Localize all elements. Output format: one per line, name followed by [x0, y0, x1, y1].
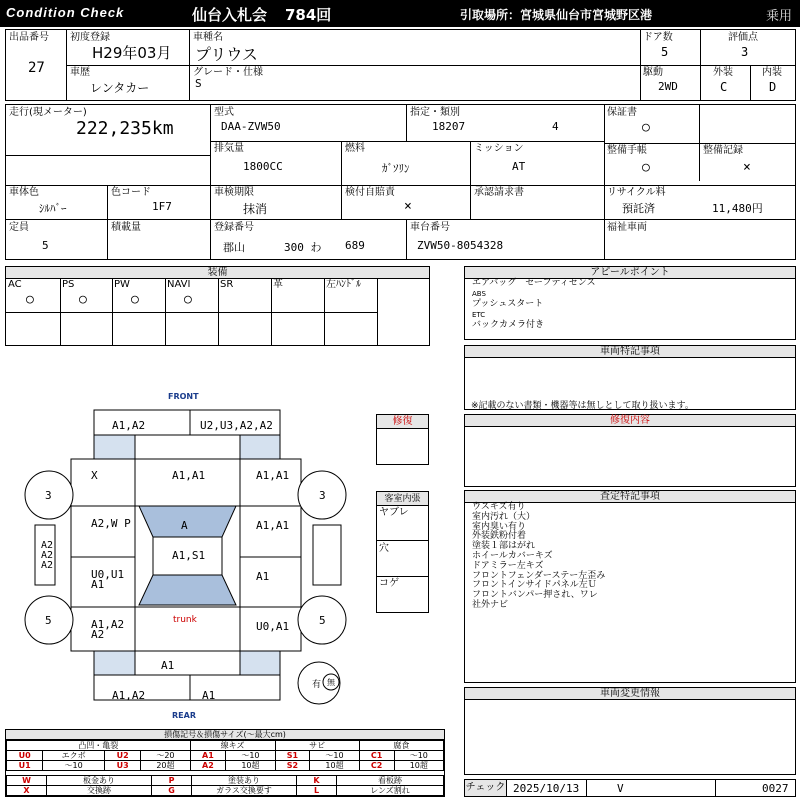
warranty: ○ [642, 120, 650, 135]
assessment-line: ウスキズ有り [472, 502, 526, 512]
legend-desc: エクボ [43, 751, 105, 761]
dmg-left-front-door: A2,W P [91, 517, 131, 530]
capacity: 5 [42, 239, 49, 252]
front-label: FRONT [168, 392, 199, 401]
legend-code: A1 [190, 751, 226, 761]
tire-fl-value: 3 [45, 489, 52, 502]
dmg-left-fender: X [91, 469, 98, 482]
dmg-right-front-door: A1,A1 [256, 519, 290, 532]
equip-ps-label: PS [62, 279, 75, 290]
dmg-roof: A1,S1 [172, 549, 206, 562]
dmg-rear-right-bumper: A1 [202, 689, 216, 702]
assessment-box [464, 490, 796, 683]
appeal-line: プッシュスタート [472, 299, 544, 309]
legend-desc: 〜10 [226, 751, 275, 761]
model-type: DAA-ZVW50 [221, 120, 281, 133]
auction-lot: 784回 [285, 6, 332, 24]
warranty-label: 保証書 [607, 107, 637, 118]
equip-lhd-label: 左ﾊﾝﾄﾞﾙ [326, 279, 361, 290]
designation: 18207 [432, 120, 466, 133]
dmg-windshield: A [181, 519, 188, 532]
capacity-label: 定員 [9, 222, 29, 233]
spare-none-label: 無 [327, 678, 335, 687]
assessment-line: フロントインサイドパネル左Ｕ [472, 580, 597, 591]
equip-pw-label: PW [114, 279, 130, 290]
maint-book-label: 整備手帳 [607, 145, 647, 156]
basic-info-box [5, 29, 796, 101]
recycle-label: リサイクル料 [607, 187, 666, 198]
legend-code: W [7, 776, 47, 786]
damage-legend [5, 729, 445, 797]
legend-desc: 〜10 [43, 761, 105, 771]
legend-desc: 10超 [394, 761, 443, 771]
type-label: 型式 [214, 107, 234, 118]
history-label: 車歴 [70, 67, 90, 78]
inspection-label: 車検期限 [214, 187, 254, 198]
approval-label: 承認請求書 [474, 187, 524, 198]
assessment-line: フロントフェンダーステー左歪み [472, 570, 606, 581]
dmg-rear-panel: A1 [161, 659, 175, 672]
dmg-right-quarter: U0,A1 [256, 620, 290, 633]
plate-number: 689 [345, 239, 365, 252]
change-info-title: 車両変更情報 [465, 688, 795, 700]
legend-title: 損傷記号＆損傷サイズ(〜最大cm) [6, 730, 444, 740]
special-note: ※記載のない書類・機器等は無しとして取り扱います。 [471, 401, 694, 411]
rear-glass [139, 575, 236, 605]
repair-title: 修復内容 [465, 415, 795, 427]
sheet-title: Condition Check [6, 5, 125, 20]
model-name: プリウス [195, 45, 258, 64]
grade: S [195, 77, 202, 90]
fuel: ｶﾞｿﾘﾝ [382, 162, 410, 175]
legend-code: K [297, 776, 337, 786]
rear-label: REAR [172, 711, 196, 720]
load-label: 積載量 [111, 222, 141, 233]
legend-desc: 10超 [310, 761, 359, 771]
dmg-hood: A1,A1 [172, 469, 206, 482]
legend-table-2 [6, 775, 444, 796]
legend-desc: 塗装あり [192, 776, 297, 786]
plate-label: 登録番号 [214, 222, 254, 233]
assessment-line: ホイールカバーキズ [472, 550, 553, 561]
legend-desc: 看板跡 [337, 776, 444, 786]
legend-code: A2 [190, 761, 226, 771]
legend-code: P [152, 776, 192, 786]
color-code-label: 色コード [111, 187, 151, 198]
repair-marker-label: 修復 [377, 415, 428, 429]
legend-desc: 〜20 [141, 751, 190, 761]
legend-code: L [297, 786, 337, 796]
auction-name: 仙台入札会 [192, 6, 268, 24]
special-notes-title: 車両特記事項 [465, 346, 795, 358]
header-bar [0, 0, 800, 27]
legend-code: S2 [275, 761, 310, 771]
vehicle-category: 乗用 [766, 9, 793, 24]
ext-label: 外装 [713, 67, 733, 78]
maint-book: ○ [642, 160, 650, 175]
score: 3 [741, 45, 749, 59]
tire-fr-value: 3 [319, 489, 326, 502]
legend-group-dent: 凸凹・亀裂 [7, 741, 191, 751]
model-label: 車種名 [193, 32, 223, 43]
mission-label: ミッション [474, 143, 524, 154]
legend-code: U2 [104, 751, 140, 761]
equip-ac-label: AC [8, 279, 22, 290]
spare-have-label: 有 [312, 680, 322, 690]
welfare-label: 福祉車両 [607, 222, 647, 233]
assessment-list [472, 503, 605, 611]
appeal-title: アピールポイント [465, 267, 795, 279]
assessment-line: 室内臭い有り [472, 521, 527, 532]
inspection: 抹消 [243, 202, 268, 216]
first-reg: H29年03月 [92, 44, 172, 62]
dmg-front-left-bumper: A1,A2 [112, 419, 146, 432]
legend-code: S1 [275, 751, 310, 761]
legend-code: U0 [7, 751, 43, 761]
legend-group-scratch: 線キズ [190, 741, 275, 751]
equip-ac-mark: ○ [26, 292, 34, 307]
equipment-title: 装備 [6, 267, 429, 279]
appeal-line: エアバッグ セーフティセンス [472, 278, 596, 288]
appeal-list [472, 278, 595, 331]
equip-leather-label: 革 [273, 279, 283, 290]
designation-label: 指定・類別 [410, 107, 460, 118]
legend-desc: 〜10 [310, 751, 359, 761]
tire-rr-value: 5 [319, 614, 326, 627]
mileage: 222,235km [76, 118, 174, 139]
plate-area: 郡山 [223, 241, 245, 254]
color-label: 車体色 [9, 187, 39, 198]
liability: × [404, 199, 412, 214]
legend-code: C1 [359, 751, 394, 761]
appeal-line: ETC [472, 310, 486, 319]
doors-label: ドア数 [643, 32, 673, 43]
assessment-title: 査定特記事項 [465, 491, 795, 503]
legend-group-rust: サビ [275, 741, 359, 751]
interior-tear: ヤブレ [379, 507, 409, 518]
first-reg-label: 初度登録 [70, 32, 110, 43]
special-notes-box [464, 345, 796, 410]
history: レンタカー [90, 81, 150, 95]
equip-pw-mark: ○ [131, 292, 139, 307]
check-code: 0027 [762, 782, 789, 795]
drive-label: 駆動 [643, 67, 663, 78]
equip-ps-mark: ○ [79, 292, 87, 307]
legend-code: U3 [104, 761, 140, 771]
int-label: 内装 [762, 67, 782, 78]
legend-table-1 [6, 740, 444, 771]
legend-desc: 10超 [226, 761, 275, 771]
appeal-line: バックカメラ付き [472, 320, 545, 330]
mission: AT [512, 160, 526, 173]
grade-label: グレード・仕様 [193, 67, 263, 78]
classification: 4 [552, 120, 559, 133]
dmg-rear-left-bumper: A1,A2 [112, 689, 146, 702]
recycle-status: 預託済 [622, 202, 655, 215]
recycle-amount: 11,480円 [712, 202, 763, 215]
displacement: 1800CC [243, 160, 283, 173]
dmg-right-fender: A1,A1 [256, 469, 290, 482]
appeal-line: ABS [472, 289, 486, 298]
legend-desc: 20超 [141, 761, 190, 771]
maint-record: × [743, 160, 751, 175]
trunk-label: trunk [173, 615, 197, 625]
legend-desc: ガラス交換要す [192, 786, 297, 796]
legend-desc: レンズ割れ [337, 786, 444, 796]
equip-navi-mark: ○ [184, 292, 192, 307]
tire-rl-value: 5 [45, 614, 52, 627]
checker: V [617, 782, 624, 795]
dmg-left-rear-door: U0,U1 A1 [91, 568, 125, 591]
doors: 5 [661, 45, 669, 59]
displacement-label: 排気量 [214, 143, 244, 154]
lot-no-label: 出品番号 [9, 32, 49, 43]
body-color: ｼﾙﾊﾞｰ [39, 202, 67, 215]
legend-code: X [7, 786, 47, 796]
lot-no: 27 [28, 60, 45, 76]
assessment-line: 外装鉄粉付着 [472, 531, 527, 542]
plate-class: 300 わ [284, 241, 322, 254]
interior-title: 客室内張 [377, 492, 428, 506]
color-code: 1F7 [152, 200, 172, 213]
maint-record-label: 整備記録 [703, 145, 743, 156]
pickup-location: 引取場所：宮城県仙台市宮城野区港 [460, 8, 653, 22]
assessment-line: フロントバンパー押され、ワレ [472, 590, 598, 601]
check-box [464, 779, 796, 797]
liability-label: 検付自賠責 [345, 187, 395, 198]
change-info-box [464, 687, 796, 775]
score-label: 評価点 [728, 32, 758, 43]
legend-code: C2 [359, 761, 394, 771]
mileage-label: 走行(現メーター) [9, 107, 87, 118]
legend-code: U1 [7, 761, 43, 771]
assessment-line: 室内汚れ（大） [472, 511, 536, 522]
dmg-left-side: A2 A2 A2 [41, 540, 54, 571]
appeal-box [464, 266, 796, 340]
assessment-line: ドアミラー左キズ [472, 560, 544, 571]
interior-burn: コゲ [379, 578, 399, 589]
int-grade: D [769, 80, 777, 94]
ext-grade: C [720, 80, 728, 94]
dmg-right-rear-door: A1 [256, 570, 270, 583]
spec-box [5, 104, 796, 260]
chassis-label: 車台番号 [410, 222, 450, 233]
legend-desc: 板金あり [47, 776, 152, 786]
fuel-label: 燃料 [345, 143, 365, 154]
car-diagram [0, 385, 460, 725]
repair-box [464, 414, 796, 487]
legend-group-corrosion: 腐食 [359, 741, 443, 751]
check-label: チェック [465, 780, 507, 796]
equip-sr-label: SR [220, 279, 234, 290]
equipment-box [5, 266, 430, 346]
assessment-line: 社外ナビ [472, 599, 509, 610]
dmg-left-quarter: A1,A2 A2 [91, 618, 125, 641]
legend-desc: 交換跡 [47, 786, 152, 796]
equip-navi-label: NAVI [167, 279, 191, 290]
drive: 2WD [658, 80, 678, 93]
dmg-front-right-bumper: U2,U3,A2,A2 [200, 419, 273, 432]
chassis-number: ZVW50-8054328 [417, 239, 504, 252]
assessment-line: 塗装１部はがれ [472, 541, 536, 552]
check-date: 2025/10/13 [513, 782, 580, 795]
legend-code: G [152, 786, 192, 796]
legend-desc: 〜10 [394, 751, 443, 761]
interior-hole: 穴 [379, 543, 389, 554]
